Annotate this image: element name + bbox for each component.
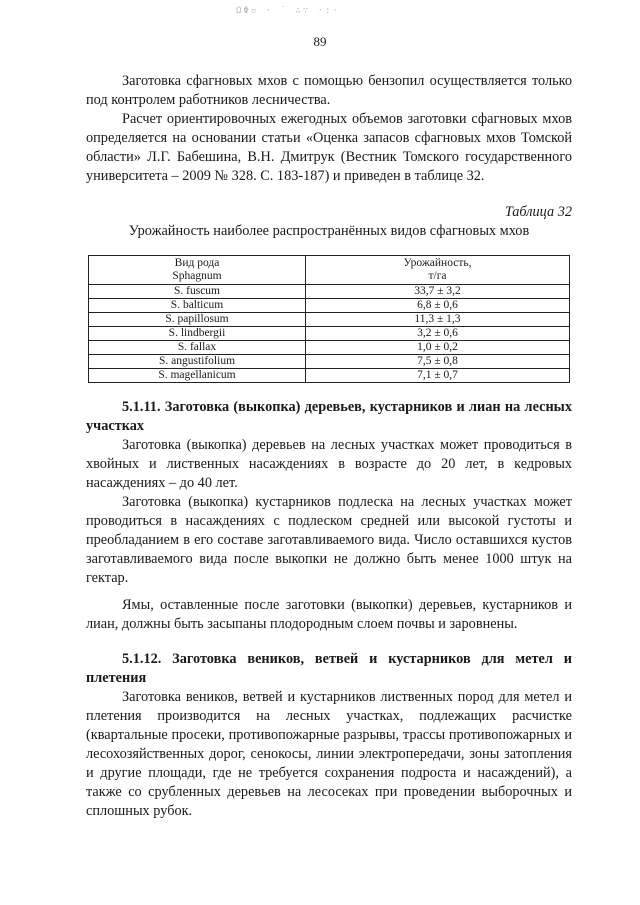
yield-table: [88, 255, 570, 383]
yield-cell: 33,7 ± 3,2: [306, 285, 570, 299]
species-cell: S. lindbergii: [89, 327, 306, 341]
section-5-1-12-paragraph-1: Заготовка веников, ветвей и кустарников лиственных пород для метел и плетения производится на лесных участках, подлежащих расчистке (квартальные просеки, противопожарные разрывы, трассы противопожарных и лесохозяйственных дорог, сенокосы, линии электропередачи, зоны затопления и другие площади, где не требуется сохранения подроста и насаждений), а также со срубленных деревьев на лесосеках при проведении выборочных и сплошных рубок.: [86, 689, 572, 819]
section-heading-5-1-12: 5.1.12. Заготовка веников, ветвей и кустарников для метел и плетения: [86, 651, 572, 686]
species-cell: S. fallax: [89, 341, 306, 355]
table-label: Таблица 32: [504, 204, 572, 220]
table-row: [89, 327, 570, 341]
scan-artifact: ΩΦ▫ · ˙ ∴∵ ·:·: [236, 6, 340, 16]
yield-cell: 7,5 ± 0,8: [306, 355, 570, 369]
yield-cell: 11,3 ± 1,3: [306, 313, 570, 327]
page-content: [86, 72, 572, 821]
header-line: Вид рода: [174, 257, 220, 269]
section-heading-5-1-11: 5.1.11. Заготовка (выкопка) деревьев, кустарников и лиан на лесных участках: [86, 399, 572, 434]
table-row: [89, 285, 570, 299]
section-5-1-11-paragraph-2: Заготовка (выкопка) кустарников подлеска на лесных участках может проводиться в насаждениях с подлеском средней или высокой густоты и преобладанием в его составе заготавливаемого вида. Число оставшихся кустов заготавливаемого вида после выкопки не должно быть менее 1000 штук на гектар.: [86, 494, 572, 586]
table-row: [89, 313, 570, 327]
species-cell: S. balticum: [89, 299, 306, 313]
header-line: Урожайность,: [403, 257, 472, 269]
table-header-row: [89, 256, 570, 285]
intro-paragraph-2: Расчет ориентировочных ежегодных объемов заготовки сфагновых мхов определяется на основании статьи «Оценка запасов сфагновых мхов Томской области» Л.Г. Бабешина, В.Н. Дмитрук (Вестник Томского государственного университета – 2009 № 328. С. 183-187) и приведен в таблице 32.: [86, 111, 572, 184]
section-5-1-11-paragraph-3: Ямы, оставленные после заготовки (выкопки) деревьев, кустарников и лиан, должны быть засыпаны плодородным слоем почвы и заровнены.: [86, 597, 572, 632]
table-row: [89, 299, 570, 313]
table-row: [89, 369, 570, 383]
header-line: т/га: [428, 270, 447, 282]
yield-cell: 7,1 ± 0,7: [306, 369, 570, 383]
table-row: [89, 341, 570, 355]
section-5-1-11-paragraph-1: Заготовка (выкопка) деревьев на лесных участках может проводиться в хвойных и лиственных насаждениях в возрасте до 20 лет, в кедровых насаждениях – до 40 лет.: [86, 437, 572, 491]
page-number: 89: [313, 34, 327, 49]
table-row: [89, 355, 570, 369]
intro-paragraph-1: Заготовка сфагновых мхов с помощью бензопил осуществляется только под контролем работников лесничества.: [86, 73, 572, 108]
header-line: Sphagnum: [172, 270, 222, 282]
species-cell: S. magellanicum: [89, 369, 306, 383]
species-cell: S. fuscum: [89, 285, 306, 299]
species-cell: S. papillosum: [89, 313, 306, 327]
species-cell: S. angustifolium: [89, 355, 306, 369]
yield-cell: 1,0 ± 0,2: [306, 341, 570, 355]
column-header-species: [89, 256, 306, 285]
yield-cell: 3,2 ± 0,6: [306, 327, 570, 341]
column-header-yield: [306, 256, 570, 285]
yield-cell: 6,8 ± 0,6: [306, 299, 570, 313]
table-title: Урожайность наиболее распространённых видов сфагновых мхов: [128, 223, 530, 239]
